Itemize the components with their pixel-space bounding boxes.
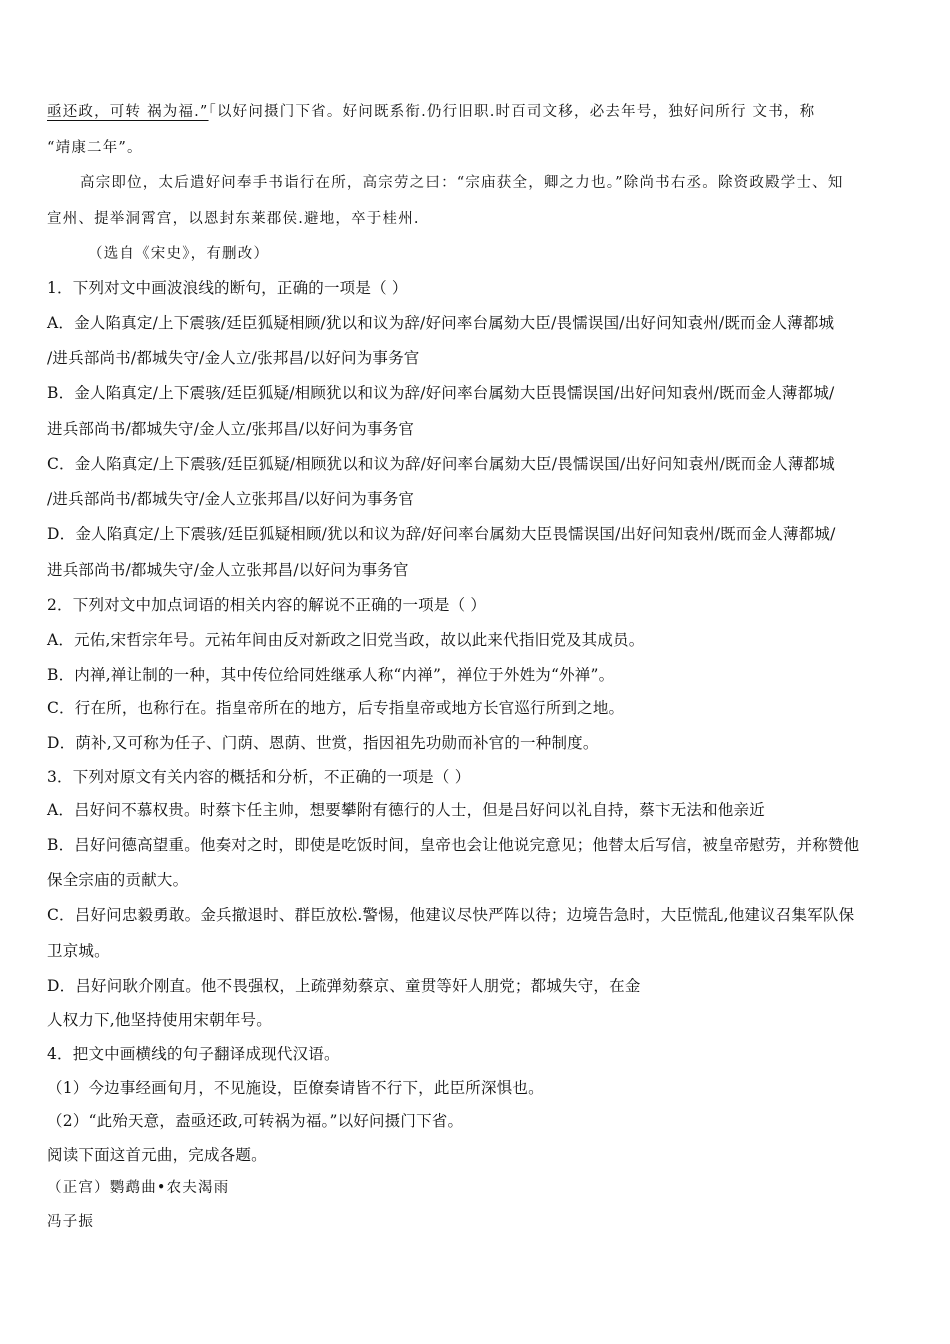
q4-sentence-1: （1）今边事经画旬月，不见施设，臣僚奏请皆不行下，此臣所深惧也。	[47, 1079, 544, 1097]
poem-intro: 阅读下面这首元曲，完成各题。	[47, 1146, 267, 1164]
q2-option-d: D．荫补,又可称为任子、门荫、恩荫、世赏，指因祖先功勋而补官的一种制度。	[47, 734, 599, 752]
poem-author: 冯子振	[47, 1214, 95, 1230]
q3-option-d: D．吕好问耿介刚直。他不畏强权，上疏弹劾蔡京、童贯等奸人朋党；都城失守，在金	[47, 977, 641, 995]
q3-option-b-cont: 保全宗庙的贡献大。	[47, 871, 189, 889]
q1-option-a: A．金人陷真定/上下震骇/廷臣狐疑相顾/犹以和议为辞/好问率台属劾大臣/畏懦误国/出好问知袁州/既而金人薄都城	[47, 314, 835, 332]
question-1-stem: 1．下列对文中画波浪线的断句，正确的一项是（ ）	[47, 279, 408, 297]
q3-option-a: A．吕好问不慕权贵。时蔡卞任主帅，想要攀附有德行的人士，但是吕好问以礼自持，蔡卞无法和他亲近	[47, 801, 765, 819]
q3-option-c-cont: 卫京城。	[47, 942, 110, 960]
q1-option-d-cont: 进兵部尚书/都城失守/金人立张邦昌/以好问为事务官	[47, 561, 409, 579]
q1-option-d: D．金人陷真定/上下震骇/廷臣狐疑相顾/犹以和议为辞/好问率台属劾大臣畏懦误国/出好问知袁州/既而金人薄都城/	[47, 525, 836, 543]
q1-option-b-cont: 进兵部尚书/都城失守/金人立/张邦昌/以好问为事务官	[47, 420, 415, 438]
q2-option-c: C．行在所，也称行在。指皇帝所在的地方，后专指皇帝或地方长官巡行所到之地。	[47, 699, 625, 717]
q3-option-b: B．吕好问德高望重。他奏对之时，即使是吃饭时间，皇帝也会让他说完意见；他替太后写信，被皇帝慰劳，并称赞他	[47, 836, 860, 854]
q1-option-b: B．金人陷真定/上下震骇/廷臣狐疑/相顾犹以和议为辞/好问率台属劾大臣畏懦误国/出好问知袁州/既而金人薄都城/	[47, 384, 835, 402]
poem-title: （正宫）鹦鹉曲•农夫渴雨	[47, 1180, 230, 1196]
passage-line: 宣州、提举洞霄宫，以恩封东莱郡侯.避地，卒于桂州.	[47, 211, 420, 227]
q2-option-a: A．元佑,宋哲宗年号。元祐年间由反对新政之旧党当政，故以此来代指旧党及其成员。	[47, 631, 645, 649]
q4-sentence-2: （2）“此殆天意，盍亟还政,可转祸为福。”以好问摄门下省。	[47, 1112, 464, 1130]
passage-line	[47, 101, 908, 123]
passage-line: “靖康二年”。	[47, 140, 143, 156]
underlined-sentence: 亟还政，可转 祸为福.”	[47, 104, 209, 120]
q1-option-c: C．金人陷真定/上下震骇/廷臣狐疑/相顾犹以和议为辞/好问率台属劾大臣/畏懦误国/出好问知袁州/既而金人薄都城	[47, 455, 835, 473]
passage-text: 好问既系衔.仍行旧职.时百司文移，必去年号，独好问所行 文书，称	[342, 104, 816, 120]
question-4-stem: 4．把文中画横线的句子翻译成现代汉语。	[47, 1045, 340, 1063]
question-2-stem: 2．下列对文中加点词语的相关内容的解说不正确的一项是（ ）	[47, 596, 487, 614]
q2-option-b: B．内禅,禅让制的一种，其中传位给同姓继承人称“内禅”，禅位于外姓为“外禅”。	[47, 666, 615, 684]
q3-option-d-cont: 人权力下,他坚持使用宋朝年号。	[47, 1011, 272, 1029]
q1-option-a-cont: /进兵部尚书/都城失守/金人立/张邦昌/以好问为事务官	[47, 349, 420, 367]
q3-option-c: C．吕好问忠毅勇敢。金兵撤退时、群臣放松.警惕，他建议尽快严阵以待；边境告急时，大臣慌乱,他建议召集军队保	[47, 906, 855, 924]
question-3-stem: 3．下列对原文有关内容的概括和分析，不正确的一项是（ ）	[47, 768, 471, 786]
passage-source: （选自《宋史》，有删改）	[88, 246, 270, 262]
passage-line: 高宗即位，太后遣好问奉手书诣行在所，高宗劳之曰：“宗庙获全，卿之力也。”除尚书右丞。除资政殿学士、知	[80, 175, 844, 191]
q1-option-c-cont: /进兵部尚书/都城失守/金人立张邦昌/以好问为事务官	[47, 490, 415, 508]
passage-text: 「以好问摄门下省。	[208, 104, 343, 120]
